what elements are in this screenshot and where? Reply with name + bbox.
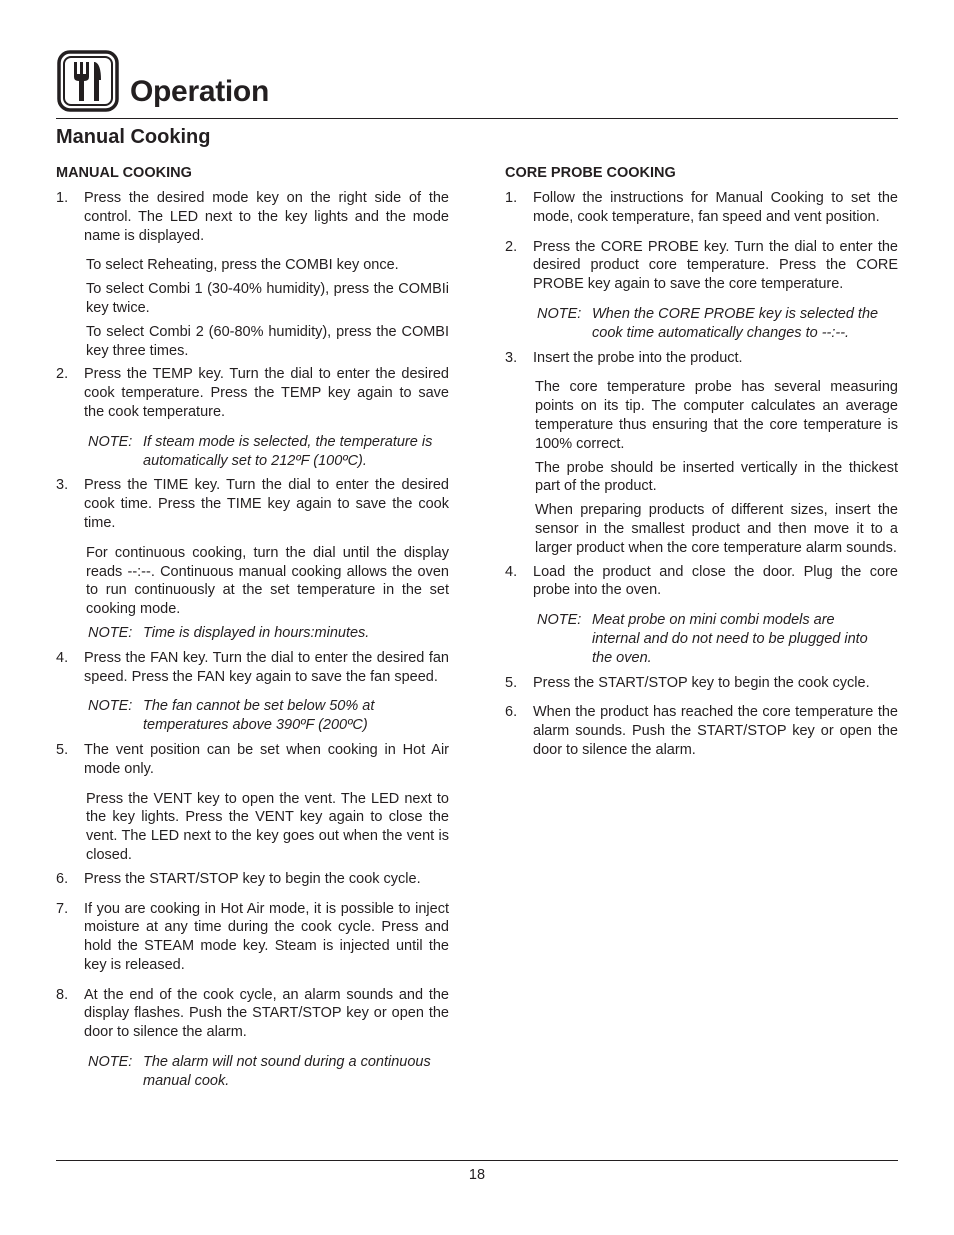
note-text: The fan cannot be set below 50% at temperatures above 390ºF (200ºC) [143, 698, 375, 734]
note [505, 305, 898, 343]
paragraph: To select Reheating, press the COMBI key once. [86, 257, 399, 274]
list-item [505, 349, 898, 368]
paragraph: The core temperature probe has several measuring points on its tip. The computer calculates an average temperature thus ensuring that the core temperature is 100% correct. [535, 379, 898, 452]
step-number: 7. [56, 900, 69, 917]
page-title: Operation [130, 75, 269, 108]
note-text: If steam mode is selected, the temperature is automatically set to 212ºF (100ºC). [143, 433, 433, 469]
step-text: Press the FAN key. Turn the dial to enter the desired fan speed. Press the FAN key again to save the fan speed. [84, 649, 449, 685]
list-item [505, 238, 898, 294]
note-label: NOTE: [537, 612, 582, 629]
step-number: 8. [56, 986, 69, 1003]
paragraph: To select Combi 1 (30-40% humidity), press the COMBIi key twice. [86, 281, 449, 316]
list-item [505, 674, 898, 693]
step-text: Press the CORE PROBE key. Turn the dial to enter the desired product core temperature. Press the CORE PROBE key again to save the core temperature. [533, 238, 898, 293]
step-number: 2. [56, 366, 69, 383]
step-text: Press the TIME key. Turn the dial to enter the desired cook time. Press the TIME key again to save the cook time. [84, 477, 449, 531]
note [56, 624, 449, 643]
note [505, 611, 898, 667]
note-label: NOTE: [88, 698, 133, 715]
page-number: 18 [468, 1167, 486, 1183]
step-number: 1. [56, 190, 69, 206]
list-item [505, 563, 898, 601]
note-label: NOTE: [537, 305, 582, 322]
step-number: 5. [505, 674, 518, 691]
step-text: Press the desired mode key on the right side of the control. The LED next to the key lights and the mode name is displayed. [84, 190, 449, 244]
note-label: NOTE: [88, 624, 133, 641]
note-text: Meat probe on mini combi models are internal and do not need to be plugged into the oven. [592, 612, 868, 666]
list-item [505, 703, 898, 759]
step-number: 1. [505, 190, 518, 206]
step-text: Press the START/STOP key to begin the cook cycle. [533, 674, 870, 691]
footer-rule [56, 1160, 898, 1161]
step-number: 2. [505, 238, 518, 255]
step-number: 4. [505, 563, 518, 580]
note-label: NOTE: [88, 1054, 133, 1071]
step-number: 6. [505, 704, 518, 721]
manual-cooking-column [56, 164, 449, 1091]
step-text: Press the TEMP key. Turn the dial to enter the desired cook temperature. Press the TEMP key again to save the cook temperature. [84, 366, 449, 420]
header-rule [56, 118, 898, 119]
step-text: When the product has reached the core temperature the alarm sounds. Push the START/STOP key or open the door to silence the alarm. [533, 704, 898, 758]
paragraph: Press the VENT key to open the vent. The LED next to the key lights. Press the VENT key again to close the vent. The LED next to the key goes out when the vent is closed. [86, 790, 449, 863]
list-item [505, 189, 898, 227]
step-number: 3. [505, 349, 518, 366]
list-item [56, 649, 449, 687]
note-text: The alarm will not sound during a continuous manual cook. [143, 1054, 431, 1089]
step-number: 6. [56, 870, 69, 887]
note-text: Time is displayed in hours:minutes. [143, 624, 370, 641]
note-text: When the CORE PROBE key is selected the cook time automatically changes to --:--. [592, 305, 879, 341]
step-text: Follow the instructions for Manual Cooking to set the mode, cook temperature, fan speed and vent position. [533, 190, 898, 225]
core-probe-column [505, 164, 898, 760]
step-text: The vent position can be set when cooking in Hot Air mode only. [84, 741, 449, 777]
paragraph: When preparing products of different sizes, insert the sensor in the smallest product and then move it to a larger product when the core temperature alarm sounds. [535, 502, 898, 556]
paragraph: The probe should be inserted vertically in the thickest part of the product. [535, 459, 898, 495]
list-item [56, 986, 449, 1042]
step-number: 4. [56, 649, 69, 666]
step-text: If you are cooking in Hot Air mode, it is possible to inject moisture at any time during the cook cycle. Press and hold the STEAM mode key. Steam is injected until the key is released. [84, 900, 449, 973]
manual-cooking-heading: MANUAL COOKING [56, 165, 192, 181]
list-item [56, 476, 449, 532]
step-text: Press the START/STOP key to begin the cook cycle. [84, 870, 421, 887]
core-probe-heading: CORE PROBE COOKING [505, 165, 676, 181]
list-item [56, 741, 449, 779]
list-item [56, 189, 449, 245]
step-text: Insert the probe into the product. [533, 349, 743, 366]
step-text: At the end of the cook cycle, an alarm sounds and the display flashes. Push the START/STOP key or open the door to silence the alarm. [84, 986, 449, 1041]
step-number: 5. [56, 741, 69, 758]
note [56, 1053, 449, 1091]
note [56, 433, 449, 471]
list-item [56, 870, 449, 889]
paragraph: For continuous cooking, turn the dial until the display reads --:--. Continuous manual cooking allows the oven to run continuously at the set temperature in the set cooking mode. [86, 544, 449, 618]
paragraph: To select Combi 2 (60-80% humidity), press the COMBI key three times. [86, 323, 449, 359]
note [56, 697, 449, 735]
section-title: Manual Cooking [56, 126, 211, 148]
step-number: 3. [56, 477, 69, 494]
note-label: NOTE: [88, 433, 133, 450]
step-text: Load the product and close the door. Plug the core probe into the oven. [533, 563, 898, 599]
fork-knife-icon [57, 50, 119, 112]
list-item [56, 900, 449, 975]
list-item [56, 365, 449, 421]
